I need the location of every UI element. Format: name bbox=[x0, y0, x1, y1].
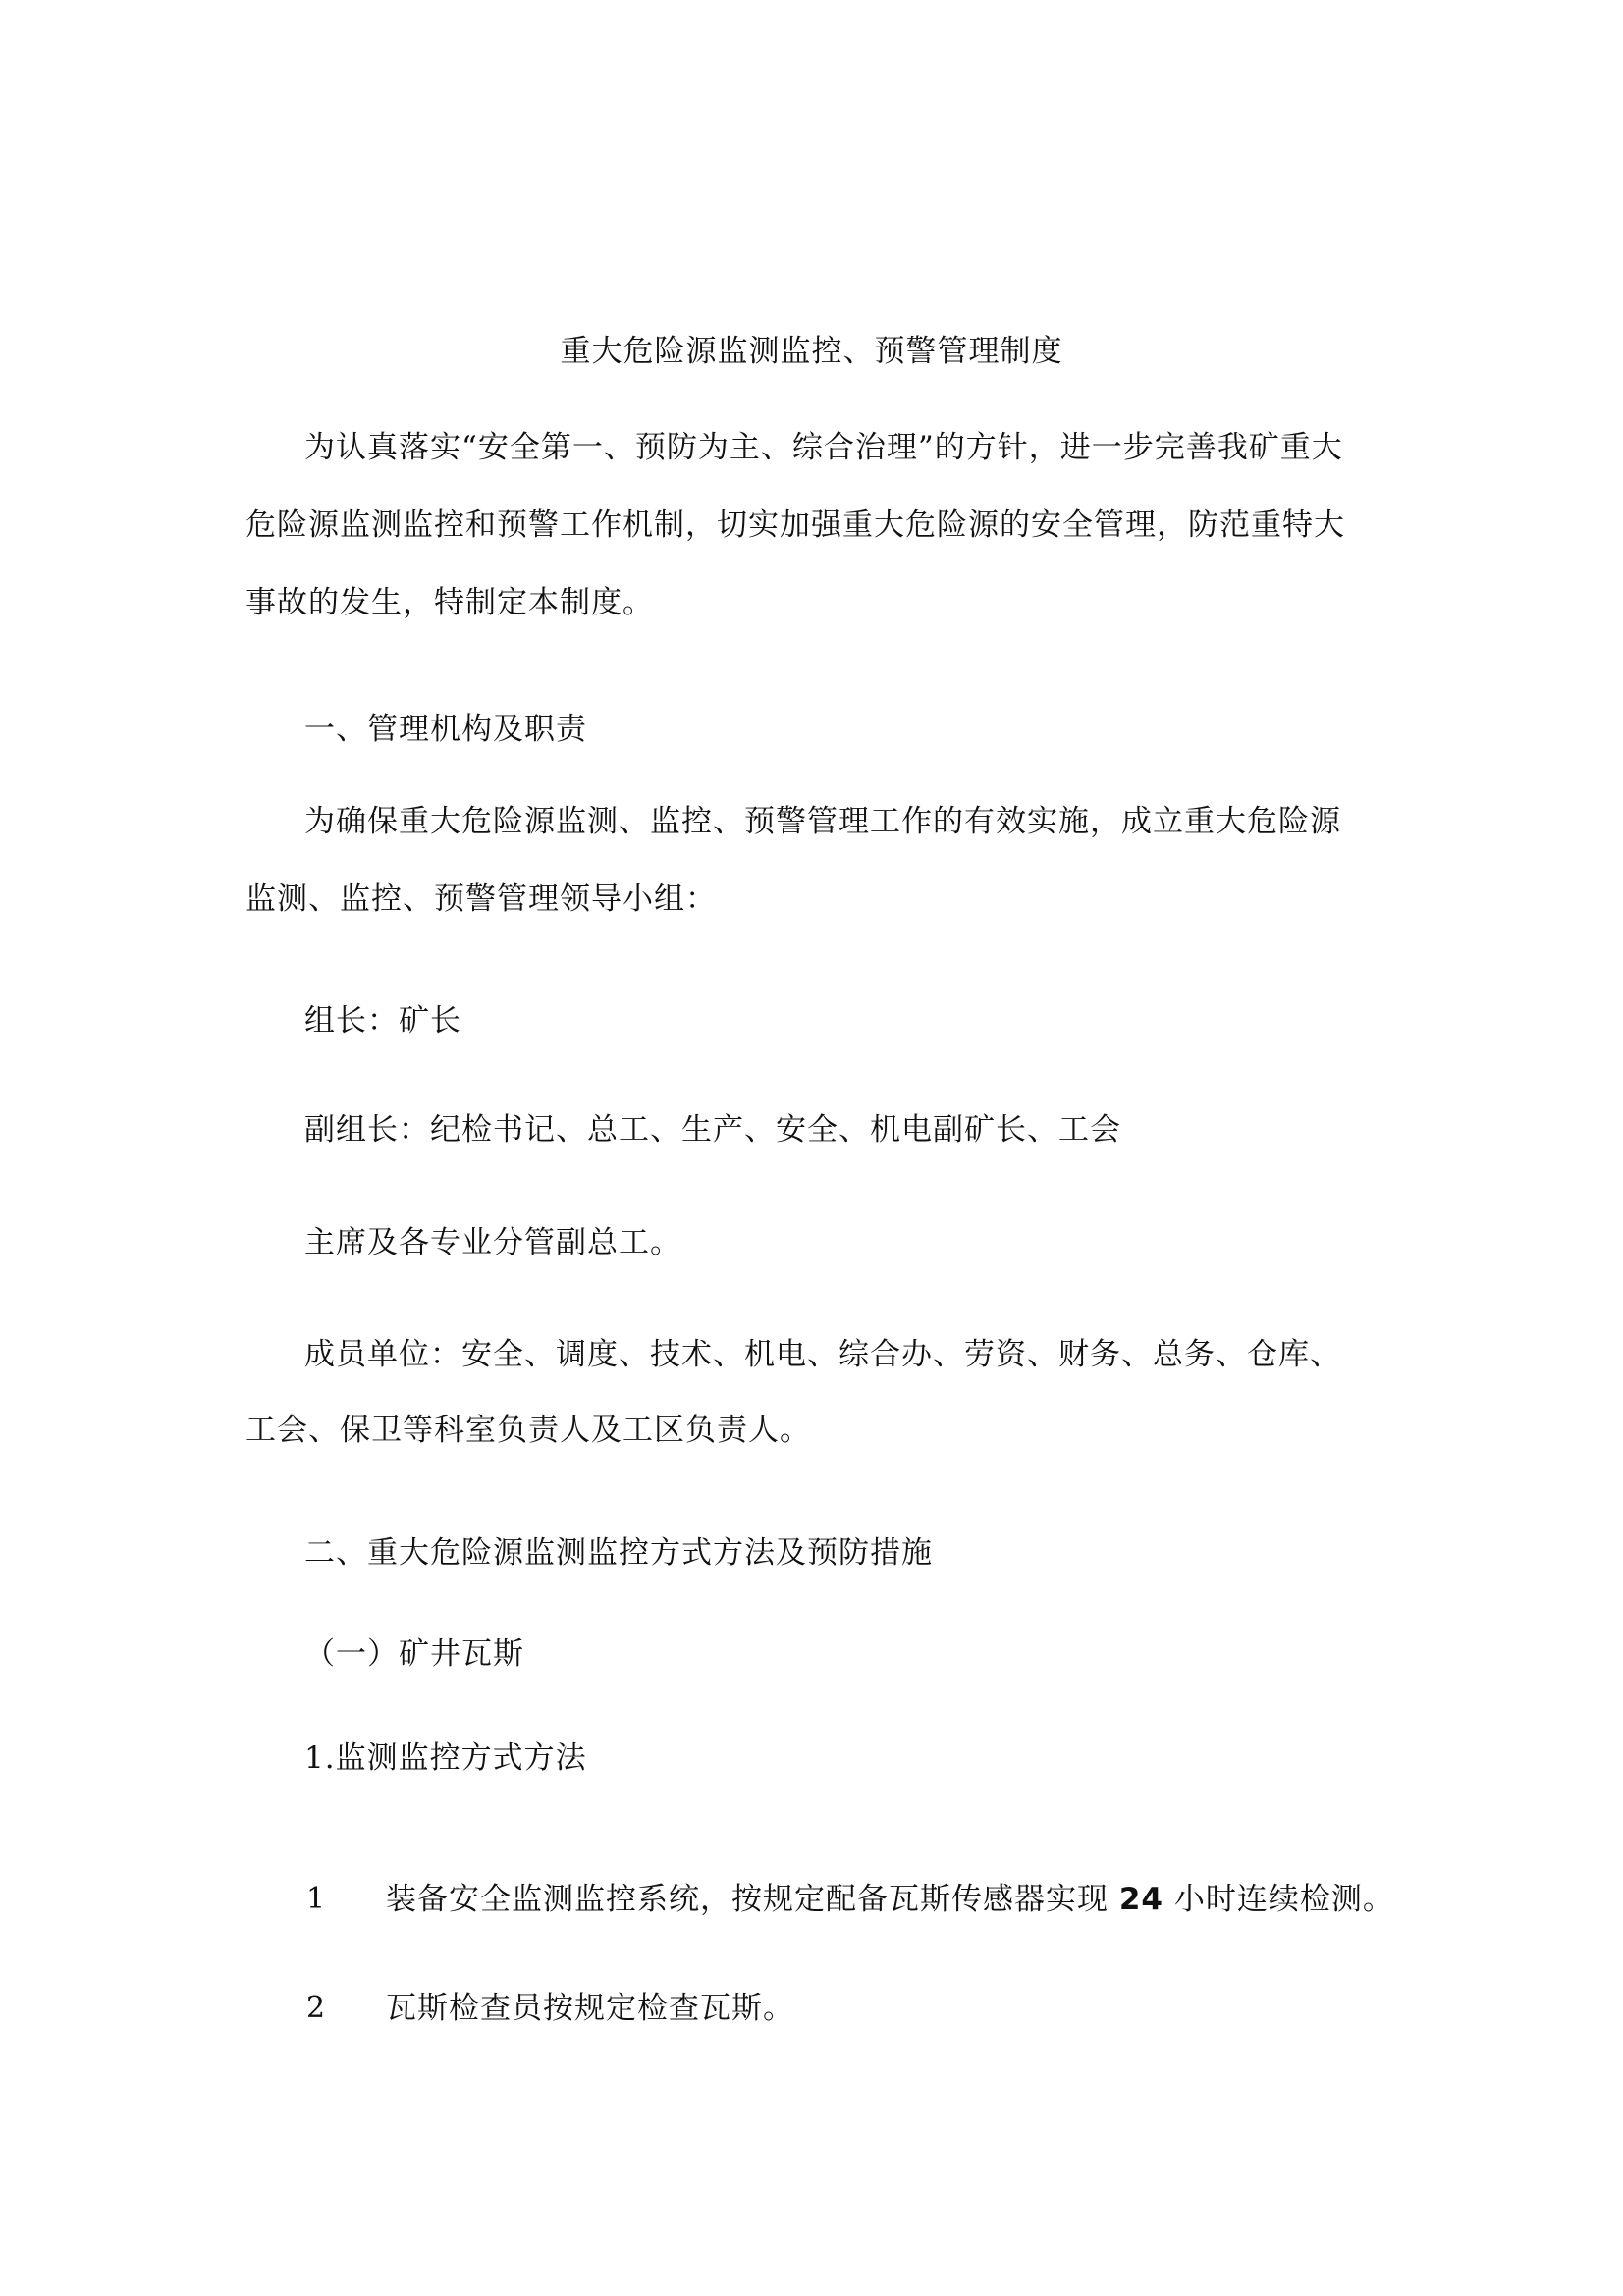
subsection-gas-heading: （一）矿井瓦斯 bbox=[304, 1636, 524, 1672]
list-item-number: 1 bbox=[306, 1882, 326, 1916]
list-item-text-part: 装备安全监测监控系统，按规定配备瓦斯传感器实现 bbox=[386, 1882, 1119, 1917]
document-title: 重大危险源监测监控、预警管理制度 bbox=[560, 334, 1063, 369]
deputy-line-2: 主席及各专业分管副总工。 bbox=[304, 1225, 681, 1260]
section1-para-line-1: 为确保重大危险源监测、监控、预警管理工作的有效实施，成立重大危险源 bbox=[304, 804, 1341, 839]
deputy-line-1: 副组长：纪检书记、总工、生产、安全、机电副矿长、工会 bbox=[304, 1112, 1121, 1148]
intro-line-2: 危险源监测监控和预警工作机制，切实加强重大危险源的安全管理，防范重特大 bbox=[245, 507, 1345, 543]
members-line-2: 工会、保卫等科室负责人及工区负责人。 bbox=[245, 1413, 811, 1448]
members-line-1: 成员单位：安全、调度、技术、机电、综合办、劳资、财务、总务、仓库、 bbox=[304, 1337, 1341, 1372]
intro-line-3: 事故的发生，特制定本制度。 bbox=[245, 585, 654, 620]
leader-line: 组长：矿长 bbox=[304, 1003, 461, 1039]
list-item-text-part: 小时连续检测。 bbox=[1163, 1882, 1394, 1917]
section1-heading: 一、管理机构及职责 bbox=[304, 712, 587, 747]
section2-heading: 二、重大危险源监测监控方式方法及预防措施 bbox=[304, 1535, 933, 1571]
list-item-number-value: 24 bbox=[1118, 1882, 1163, 1917]
list-item-text: 瓦斯检查员按规定检查瓦斯。 bbox=[386, 1991, 794, 2026]
list-item-text bbox=[386, 1880, 1394, 1919]
intro-line-1: 为认真落实“安全第一、预防为主、综合治理”的方针，进一步完善我矿重大 bbox=[304, 430, 1343, 465]
subsection-monitoring-heading: 1.监测监控方式方法 bbox=[304, 1740, 587, 1776]
section1-para-line-2: 监测、监控、预警管理领导小组： bbox=[245, 881, 717, 917]
list-item-number: 2 bbox=[306, 1991, 326, 2025]
